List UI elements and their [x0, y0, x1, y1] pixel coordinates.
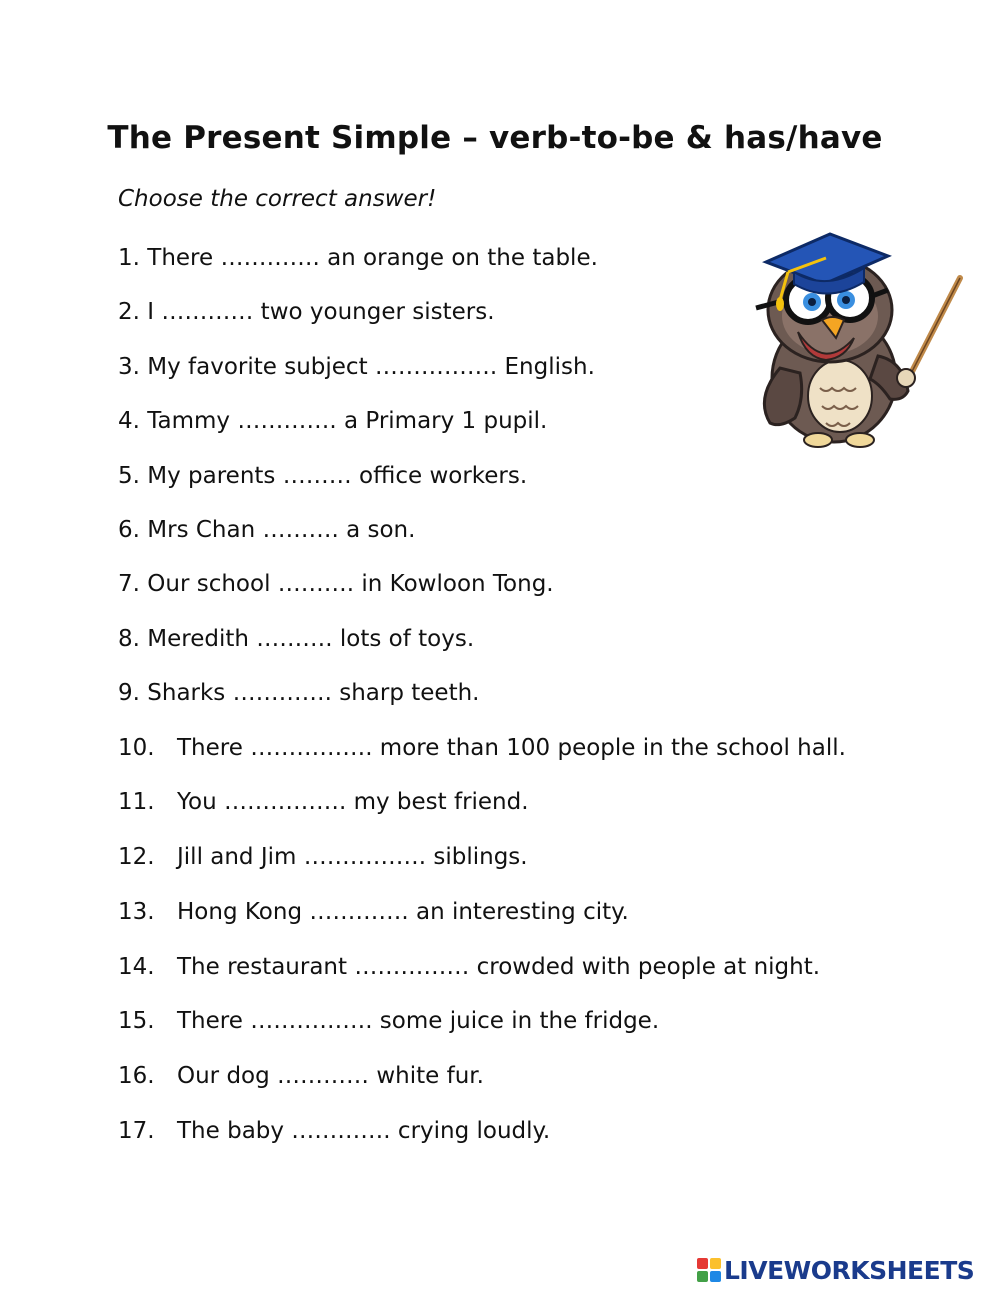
- question-item: [118, 461, 527, 491]
- question-number: 16.: [118, 1063, 155, 1089]
- question-item: [118, 1061, 484, 1091]
- question-number: 9.: [118, 680, 140, 706]
- question-number: 11.: [118, 789, 155, 815]
- logo-block-blue: [710, 1271, 721, 1282]
- question-text: The baby …………. crying loudly.: [177, 1118, 551, 1144]
- question-text: Our dog ………… white fur.: [177, 1063, 484, 1089]
- liveworksheets-logo: [697, 1255, 974, 1285]
- question-item: [118, 952, 820, 982]
- question-text: There ……………. some juice in the fridge.: [177, 1008, 660, 1034]
- question-item: [118, 897, 629, 927]
- question-item: [118, 787, 529, 817]
- question-number: 14.: [118, 954, 155, 980]
- question-number: 7.: [118, 571, 140, 597]
- question-number: 8.: [118, 626, 140, 652]
- owl-teacher-icon: [738, 228, 970, 453]
- question-item: [118, 624, 474, 654]
- question-item: [118, 243, 598, 273]
- question-item: [118, 352, 595, 382]
- question-text: Tammy …………. a Primary 1 pupil.: [147, 408, 548, 434]
- question-text: Hong Kong …………. an interesting city.: [177, 899, 629, 925]
- question-number: 3.: [118, 354, 140, 380]
- question-text: You ……………. my best friend.: [177, 789, 529, 815]
- question-item: [118, 678, 479, 708]
- question-text: Our school ………. in Kowloon Tong.: [147, 571, 554, 597]
- question-text: There ……………. more than 100 people in the school hall.: [177, 735, 846, 761]
- question-item: [118, 1116, 550, 1146]
- question-text: The restaurant …………… crowded with people at night.: [177, 954, 821, 980]
- logo-text: LIVEWORKSHEETS: [724, 1255, 975, 1285]
- question-number: 5.: [118, 463, 140, 489]
- question-text: Mrs Chan ………. a son.: [147, 517, 416, 543]
- worksheet-title: The Present Simple – verb-to-be & has/have: [107, 120, 883, 156]
- logo-block-red: [697, 1258, 708, 1269]
- question-text: Meredith ………. lots of toys.: [147, 626, 475, 652]
- question-text: I ………… two younger sisters.: [147, 299, 495, 325]
- logo-blocks-icon: [697, 1258, 721, 1282]
- question-number: 4.: [118, 408, 140, 434]
- question-item: [118, 515, 415, 545]
- question-item: [118, 733, 846, 763]
- question-text: There …………. an orange on the table.: [147, 245, 598, 271]
- question-item: [118, 297, 495, 327]
- question-text: Sharks …………. sharp teeth.: [147, 680, 480, 706]
- question-number: 10.: [118, 735, 155, 761]
- question-text: My parents ……… office workers.: [147, 463, 528, 489]
- question-item: [118, 569, 554, 599]
- question-text: My favorite subject ……………. English.: [147, 354, 595, 380]
- question-number: 1.: [118, 245, 140, 271]
- question-number: 12.: [118, 844, 155, 870]
- question-number: 6.: [118, 517, 140, 543]
- question-number: 2.: [118, 299, 140, 325]
- question-number: 13.: [118, 899, 155, 925]
- question-item: [118, 842, 528, 872]
- question-item: [118, 1006, 659, 1036]
- logo-block-green: [697, 1271, 708, 1282]
- question-text: Jill and Jim ……………. siblings.: [177, 844, 528, 870]
- question-number: 17.: [118, 1118, 155, 1144]
- logo-block-yellow: [710, 1258, 721, 1269]
- question-number: 15.: [118, 1008, 155, 1034]
- instruction-text: Choose the correct answer!: [118, 186, 437, 212]
- question-item: [118, 406, 547, 436]
